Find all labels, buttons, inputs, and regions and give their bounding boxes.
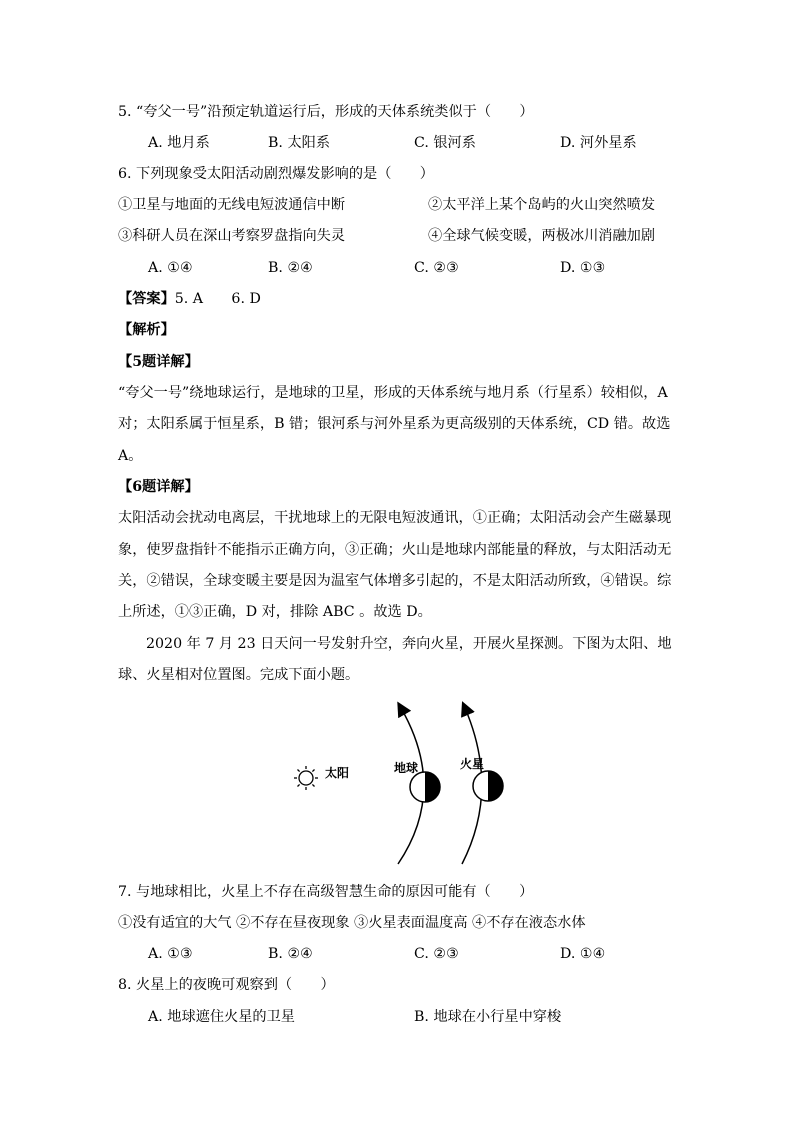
sun-earth-mars-diagram [288,700,518,870]
question-6-option-a: A. ①④ [148,260,193,276]
question-8-stem: 8. 火星上的夜晚可观察到（ ） [118,977,335,993]
earth-label: 地球 [394,761,419,775]
detail-6-line-4: 上所述，①③正确，D 对，排除 ABC 。故选 D。 [118,604,432,620]
detail-5-title: 【5题详解】 [118,354,199,370]
earth-icon [410,772,440,802]
mars-icon [473,771,503,801]
question-6-item-4: ④全球气候变暖，两极冰川消融加剧 [428,228,656,244]
question-6-option-d: D. ①③ [560,260,606,276]
question-7-option-d: D. ①④ [560,946,606,962]
sun-icon [294,766,318,790]
question-8-option-b: B. 地球在小行星中穿梭 [414,1009,562,1025]
detail-6-line-3: 关，②错误，全球变暖主要是因为温室气体增多引起的，不是太阳活动所致，④错误。综 [118,573,672,589]
answer-label: 【答案】 [118,291,175,307]
question-6-stem: 6. 下列现象受太阳活动剧烈爆发影响的是（ ） [118,166,434,182]
question-6-item-3: ③科研人员在深山考察罗盘指向失灵 [118,228,346,244]
question-6-item-2: ②太平洋上某个岛屿的火山突然喷发 [428,197,656,213]
detail-5-line-2: 对；太阳系属于恒星系，B 错；银河系与河外星系为更高级别的天体系统，CD 错。故选 [118,416,671,432]
detail-5-line-1: “夸父一号”绕地球运行，是地球的卫星，形成的天体系统与地月系（行星系）较相似，A [118,385,668,401]
detail-6-line-1: 太阳活动会扰动电离层，干扰地球上的无限电短波通讯，①正确；太阳活动会产生磁暴现 [118,510,672,526]
sun-label: 太阳 [325,766,350,780]
question-5-option-c: C. 银河系 [414,135,476,151]
question-7-items: ①没有适宜的大气 ②不存在昼夜现象 ③火星表面温度高 ④不存在液态水体 [118,915,586,931]
answer-text: 5. A 6. D [174,291,261,307]
question-5-option-d: D. 河外星系 [560,135,637,151]
question-5-option-b: B. 太阳系 [268,135,331,151]
intro-line-1: 2020 年 7 月 23 日天问一号发射升空，奔向火星，开展火星探测。下图为太阳、地 [146,636,672,652]
question-5-stem: 5. “夸父一号”沿预定轨道运行后，形成的天体系统类似于（ ） [118,104,534,120]
detail-6-line-2: 象，使罗盘指针不能指示正确方向，③正确；火山是地球内部能量的释放，与太阳活动无 [118,542,672,558]
question-7-stem: 7. 与地球相比，火星上不存在高级智慧生命的原因可能有（ ） [118,884,534,900]
detail-6-title: 【6题详解】 [118,479,199,495]
question-6-option-c: C. ②③ [414,260,459,276]
question-7-option-c: C. ②③ [414,946,459,962]
question-6-item-1: ①卫星与地面的无线电短波通信中断 [118,197,346,213]
question-8-option-a: A. 地球遮住火星的卫星 [148,1009,295,1025]
question-5-option-a: A. 地月系 [148,135,210,151]
detail-5-line-3: A。 [118,448,143,464]
intro-line-2: 球、火星相对位置图。完成下面小题。 [118,667,360,683]
question-7-option-a: A. ①③ [148,946,193,962]
question-6-option-b: B. ②④ [268,260,313,276]
analysis-label: 【解析】 [118,322,175,338]
question-7-option-b: B. ②④ [268,946,313,962]
mars-label: 火星 [460,757,485,771]
answer-line [118,289,261,309]
